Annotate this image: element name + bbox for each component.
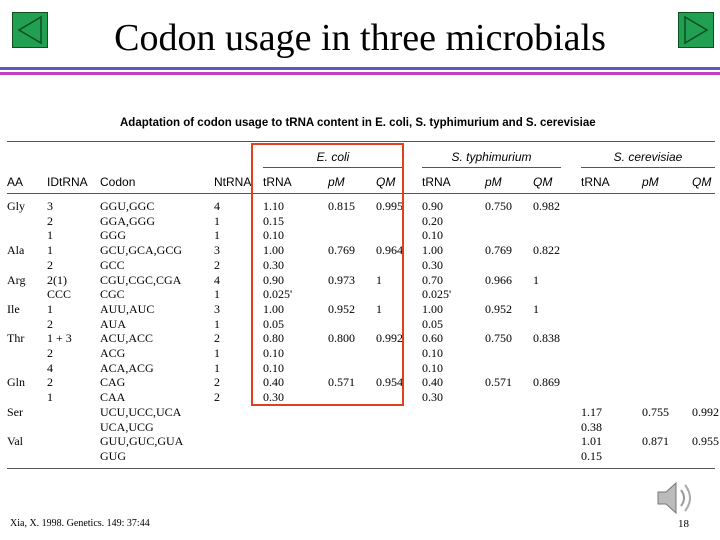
cell-id-trna: 2(1) (47, 272, 67, 287)
title-rule-top (0, 67, 720, 70)
cell-codon: UCA,UCG (100, 419, 154, 434)
group-scerevisiae-rule (581, 167, 715, 168)
cell-ecoli-qm: 1 (376, 301, 382, 316)
cell-ecoli-trna: 0.10 (263, 346, 284, 360)
cell-ecoli-trna: 0.40 (263, 375, 284, 390)
cell-n-trna: 4 (214, 199, 220, 213)
header-styph-qm: QM (533, 175, 553, 189)
cell-codon: GUG (100, 448, 126, 463)
group-scerevisiae-label: S. cerevisiae (613, 150, 683, 164)
cell-ecoli-trna: 0.10 (263, 360, 284, 375)
cell-ecoli-qm: 0.964 (376, 243, 403, 258)
cell-n-trna: 2 (214, 375, 220, 390)
cell-id-trna: 2 (47, 316, 53, 331)
cell-styph-trna: 0.70 (422, 272, 443, 287)
cell-scer-trna: 1.17 (581, 404, 602, 419)
cell-n-trna: 1 (214, 346, 220, 360)
cell-codon: CGU,CGC,CGA (100, 272, 182, 287)
cell-id-trna: 4 (47, 360, 53, 375)
cell-codon: CAG (100, 375, 126, 390)
header-ecoli-qm: QM (376, 175, 396, 189)
cell-id-trna: 1 (47, 301, 53, 316)
cell-styph-qm: 0.838 (533, 331, 560, 346)
page-number: 18 (678, 518, 689, 530)
next-slide-button[interactable] (678, 12, 714, 48)
cell-ecoli-qm: 0.954 (376, 375, 403, 390)
cell-styph-pm: 0.952 (485, 301, 512, 316)
cell-codon: GGU,GGC (100, 199, 155, 213)
cell-codon: CAA (100, 390, 126, 405)
cell-n-trna: 1 (214, 228, 220, 243)
cell-codon: GGA,GGG (100, 213, 155, 228)
cell-styph-trna: 0.025' (422, 287, 452, 302)
group-ecoli-label: E. coli (316, 150, 350, 164)
header-ecoli-trna: tRNA (263, 175, 292, 189)
cell-aa: Thr (7, 331, 25, 346)
header-aa: AA (7, 175, 24, 189)
cell-ecoli-trna: 1.00 (263, 243, 284, 258)
cell-styph-qm: 1 (533, 272, 539, 287)
cell-styph-pm: 0.769 (485, 243, 512, 258)
speaker-icon[interactable] (654, 476, 698, 520)
slide-title: Codon usage in three microbials (114, 17, 606, 59)
cell-id-trna: 1 (47, 390, 53, 405)
header-codon: Codon (100, 175, 136, 189)
cell-n-trna: 1 (214, 287, 220, 302)
group-styphimurium-rule (422, 167, 561, 168)
cell-ecoli-trna: 0.30 (263, 390, 284, 405)
header-styph-trna: tRNA (422, 175, 451, 189)
table-bottom-rule (7, 468, 715, 469)
header-scer-pm: pM (642, 175, 659, 189)
cell-codon: GCU,GCA,GCG (100, 243, 183, 258)
cell-styph-trna: 1.00 (422, 301, 443, 316)
cell-styph-pm: 0.966 (485, 272, 512, 287)
cell-id-trna: 1 (47, 228, 53, 243)
cell-ecoli-trna: 0.05 (263, 316, 284, 331)
cell-aa: Arg (7, 272, 26, 287)
cell-n-trna: 2 (214, 257, 220, 272)
cell-ecoli-trna: 0.025' (263, 287, 293, 302)
group-styphimurium-label: S. typhimurium (451, 150, 532, 164)
cell-styph-trna: 0.05 (422, 316, 443, 331)
cell-ecoli-pm: 0.952 (328, 301, 355, 316)
cell-styph-trna: 0.40 (422, 375, 443, 390)
cell-scer-trna: 1.01 (581, 434, 602, 449)
header-n-trna: NtRNA (214, 175, 252, 189)
cell-n-trna: 2 (214, 331, 220, 346)
cell-id-trna: 2 (47, 346, 53, 360)
cell-styph-trna: 0.30 (422, 390, 443, 405)
cell-ecoli-qm: 0.992 (376, 331, 403, 346)
cell-styph-qm: 0.822 (533, 243, 560, 258)
cell-aa: Ser (7, 404, 23, 419)
cell-n-trna: 3 (214, 301, 220, 316)
cell-codon: GUU,GUC,GUA (100, 434, 184, 449)
cell-ecoli-trna: 1.10 (263, 199, 284, 213)
cell-ecoli-trna: 0.10 (263, 228, 284, 243)
header-scer-trna: tRNA (581, 175, 610, 189)
cell-styph-qm: 0.982 (533, 199, 560, 213)
cell-styph-pm: 0.571 (485, 375, 512, 390)
cell-codon: ACU,ACC (100, 331, 154, 346)
cell-ecoli-trna: 0.80 (263, 331, 284, 346)
cell-codon: ACA,ACG (100, 360, 154, 375)
cell-ecoli-pm: 0.815 (328, 199, 355, 213)
cell-ecoli-trna: 0.30 (263, 257, 284, 272)
cell-scer-qm: 0.955 (692, 434, 719, 449)
cell-scer-trna: 0.38 (581, 419, 602, 434)
cell-ecoli-pm: 0.769 (328, 243, 355, 258)
cell-ecoli-pm: 0.973 (328, 272, 355, 287)
header-id-trna: IDtRNA (47, 175, 88, 189)
cell-ecoli-qm: 0.995 (376, 199, 403, 213)
header-scer-qm: QM (692, 175, 712, 189)
cell-codon: UCU,UCC,UCA (100, 404, 182, 419)
cell-styph-trna: 0.20 (422, 213, 443, 228)
triangle-right-icon (679, 13, 713, 47)
cell-styph-trna: 0.10 (422, 360, 443, 375)
cell-id-trna: 2 (47, 213, 53, 228)
title-rule-bottom (0, 72, 720, 75)
cell-styph-qm: 0.869 (533, 375, 560, 390)
cell-ecoli-trna: 1.00 (263, 301, 284, 316)
cell-n-trna: 1 (214, 213, 220, 228)
cell-id-trna: 2 (47, 257, 53, 272)
cell-ecoli-trna: 0.90 (263, 272, 284, 287)
cell-ecoli-qm: 1 (376, 272, 382, 287)
cell-scer-qm: 0.992 (692, 404, 719, 419)
cell-ecoli-pm: 0.800 (328, 331, 355, 346)
cell-styph-trna: 0.90 (422, 199, 443, 213)
cell-codon: GGG (100, 228, 126, 243)
cell-aa: Ala (7, 243, 25, 258)
cell-codon: CGC (100, 287, 125, 302)
citation: Xia, X. 1998. Genetics. 149: 37:44 (10, 518, 150, 529)
ecoli-highlight-box (251, 143, 404, 406)
cell-id-trna: CCC (47, 287, 72, 302)
cell-aa: Ile (7, 301, 20, 316)
cell-codon: GCC (100, 257, 125, 272)
header-styph-pm: pM (485, 175, 502, 189)
cell-ecoli-trna: 0.15 (263, 213, 284, 228)
cell-styph-trna: 1.00 (422, 243, 443, 258)
cell-id-trna: 2 (47, 375, 53, 390)
header-ecoli-pm: pM (328, 175, 345, 189)
cell-aa: Gly (7, 199, 25, 213)
cell-styph-pm: 0.750 (485, 199, 512, 213)
cell-styph-trna: 0.10 (422, 228, 443, 243)
cell-scer-pm: 0.871 (642, 434, 669, 449)
cell-id-trna: 1 + 3 (47, 331, 72, 346)
cell-styph-trna: 0.10 (422, 346, 443, 360)
cell-id-trna: 1 (47, 243, 53, 258)
cell-styph-trna: 0.60 (422, 331, 443, 346)
cell-codon: AUU,AUC (100, 301, 155, 316)
cell-n-trna: 2 (214, 390, 220, 405)
cell-id-trna: 3 (47, 199, 53, 213)
cell-styph-trna: 0.30 (422, 257, 443, 272)
cell-n-trna: 4 (214, 272, 220, 287)
table-title: Adaptation of codon usage to tRNA content in E. coli, S. typhimurium and S. cerevisiae (120, 117, 596, 129)
cell-n-trna: 3 (214, 243, 220, 258)
cell-aa: Gln (7, 375, 25, 390)
cell-scer-pm: 0.755 (642, 404, 669, 419)
cell-aa: Val (7, 434, 23, 449)
cell-scer-trna: 0.15 (581, 448, 602, 463)
cell-n-trna: 1 (214, 316, 220, 331)
cell-styph-pm: 0.750 (485, 331, 512, 346)
table-top-rule (7, 141, 715, 142)
cell-codon: AUA (100, 316, 126, 331)
cell-codon: ACG (100, 346, 126, 360)
cell-n-trna: 1 (214, 360, 220, 375)
cell-ecoli-pm: 0.571 (328, 375, 355, 390)
cell-styph-qm: 1 (533, 301, 539, 316)
